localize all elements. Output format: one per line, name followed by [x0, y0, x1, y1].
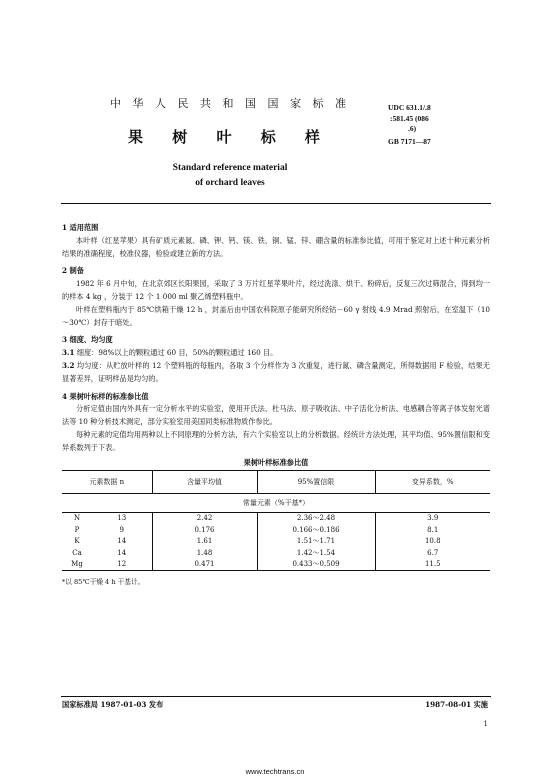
cell-mean: 2.42 — [152, 513, 257, 525]
section-3-1 — [62, 347, 490, 360]
cell-ci: 1.42～1.54 — [257, 548, 375, 559]
clause-3-2-number: 3.2 — [62, 360, 75, 370]
header-divider — [61, 203, 491, 204]
cell-n: 14 — [117, 548, 127, 557]
section-1-title: 1 适用范围 — [62, 223, 99, 232]
section-2-paragraph-2: 叶样在塑料瓶内于 85℃烘箱干燥 12 h ，封盖后由中国农科院原子能研究所经钴－60 γ 射线 4.9 Mrad 照射后，在室温下（10～30℃）封存于暗处。 — [62, 304, 490, 327]
document-title-cn: 果 树 叶 标 样 — [128, 128, 332, 146]
section-4-paragraph-1: 分析定值由国内外具有一定分析水平的实验室，使用开氏法、杜马法、原子吸收法、中子活化分析法、电感耦合等离子体发射光谱法等 10 种分析技术测定，部分实验室用美国同类标准物质作参比。 — [62, 404, 490, 427]
title-en-line1: Standard reference material — [172, 163, 288, 173]
clause-3-2-text: 均匀度：从贮放叶样的 12 个塑料瓶的每瓶内，各取 3 个分样作为 3 次重复，进行氮、磷含量测定，所得数据用 F 检验，结果无显著差异，证明样品是均匀的。 — [62, 360, 490, 383]
header-element-n: 元素数据 n — [62, 471, 152, 494]
header-cv: 变异系数，% — [375, 471, 490, 494]
cell-n: 13 — [117, 514, 127, 523]
udc-line3: .6) — [408, 124, 417, 133]
reference-values-table — [62, 470, 490, 571]
udc-line1: UDC 631.1/.8 — [388, 103, 431, 112]
gb-code: GB 7171—87 — [388, 137, 431, 146]
cell-cv: 3.9 — [375, 513, 490, 525]
clause-3-1-text: 细度：98%以上的颗粒通过 60 目，50%的颗粒通过 160 目。 — [74, 348, 278, 358]
section-4-title: 4 果树叶标样的标准参比值 — [62, 391, 149, 401]
subheader-macro-elements: 常量元素（%干基*） — [62, 494, 490, 513]
section-3-2 — [62, 360, 490, 386]
document-title-en — [0, 161, 460, 191]
table-header-row — [62, 471, 490, 494]
udc-line2: :581.45 (086 — [390, 113, 429, 123]
footer-divider — [61, 696, 491, 697]
clause-3-1-number: 3.1 — [62, 348, 75, 358]
header-mean: 含量平均值 — [152, 471, 257, 494]
section-2-title: 2 制备 — [62, 266, 84, 276]
cell-element: P — [74, 525, 80, 534]
table-row — [62, 548, 490, 559]
table-row — [62, 525, 490, 536]
source-url[interactable]: www.techtrans.cn — [245, 767, 305, 776]
cell-ci: 0.433～0.509 — [257, 559, 375, 571]
cell-element: K — [74, 537, 80, 546]
standard-org-heading: 中 华 人 民 共 和 国 国 家 标 准 — [110, 97, 350, 110]
section-4-paragraph-2: 每种元素的定值均用两种以上不同原理的分析方法，有六个实验室以上的分析数据。经统计方法处理，其平均值、95%置信限和变异系数列于下表。 — [62, 429, 490, 452]
cell-mean: 1.61 — [152, 536, 257, 547]
cell-cv: 6.7 — [375, 548, 490, 559]
page-number: 1 — [483, 720, 488, 728]
cell-element: Mg — [62, 559, 92, 571]
cell-cv: 10.8 — [375, 536, 490, 547]
title-en-line2: of orchard leaves — [195, 178, 265, 188]
cell-ci: 1.51～1.71 — [257, 536, 375, 547]
cell-n: 12 — [92, 559, 152, 571]
document-body — [62, 222, 490, 589]
cell-element: N — [73, 514, 81, 523]
table-row — [62, 559, 490, 571]
cell-element: Ca — [72, 548, 82, 557]
udc-code — [388, 103, 431, 135]
cell-mean: 0.471 — [152, 559, 257, 571]
cell-ci: 0.166～0.186 — [257, 525, 375, 536]
cell-ci: 2.36～2.48 — [257, 513, 375, 525]
table-row — [62, 536, 490, 547]
section-3-title: 3 细度、均匀度 — [62, 335, 113, 345]
table-subheader-row — [62, 494, 490, 513]
effective-date: 1987-08-01 实施 — [425, 700, 488, 709]
section-2-paragraph-1: 1982 年 6 月中旬，在北京郊区长阳果园，采取了 3 万片红星苹果叶片，经过洗涤、烘干、粉碎后，反复三次过筛混合，得到均一的样本 4 kg ，分装于 12 个 1 000 ml 聚乙烯塑料瓶中。 — [62, 279, 490, 301]
table-caption: 果树叶样标准参比值 — [243, 457, 309, 467]
cell-cv: 11.5 — [375, 559, 490, 571]
cell-mean: 1.48 — [152, 548, 257, 559]
cell-cv: 8.1 — [375, 525, 490, 536]
section-1-paragraph: 本叶样（红星苹果）具有矿质元素氮、磷、钾、钙、镁、铁、铜、锰、锌、硼含量的标准参比值，可用于鉴定对上述十种元素分析结果的准确程度，校准仪器，检验或建立新的方法。 — [62, 235, 490, 258]
header-ci: 95%置信限 — [257, 471, 375, 494]
table-footnote: *以 85℃干燥 4 h 干基计。 — [62, 578, 145, 587]
table-row — [62, 513, 490, 525]
cell-mean: 0.176 — [152, 525, 257, 536]
cell-n: 9 — [119, 525, 124, 534]
cell-n: 14 — [117, 537, 127, 546]
issue-date: 国家标准局 1987-01-03 发布 — [62, 700, 164, 709]
